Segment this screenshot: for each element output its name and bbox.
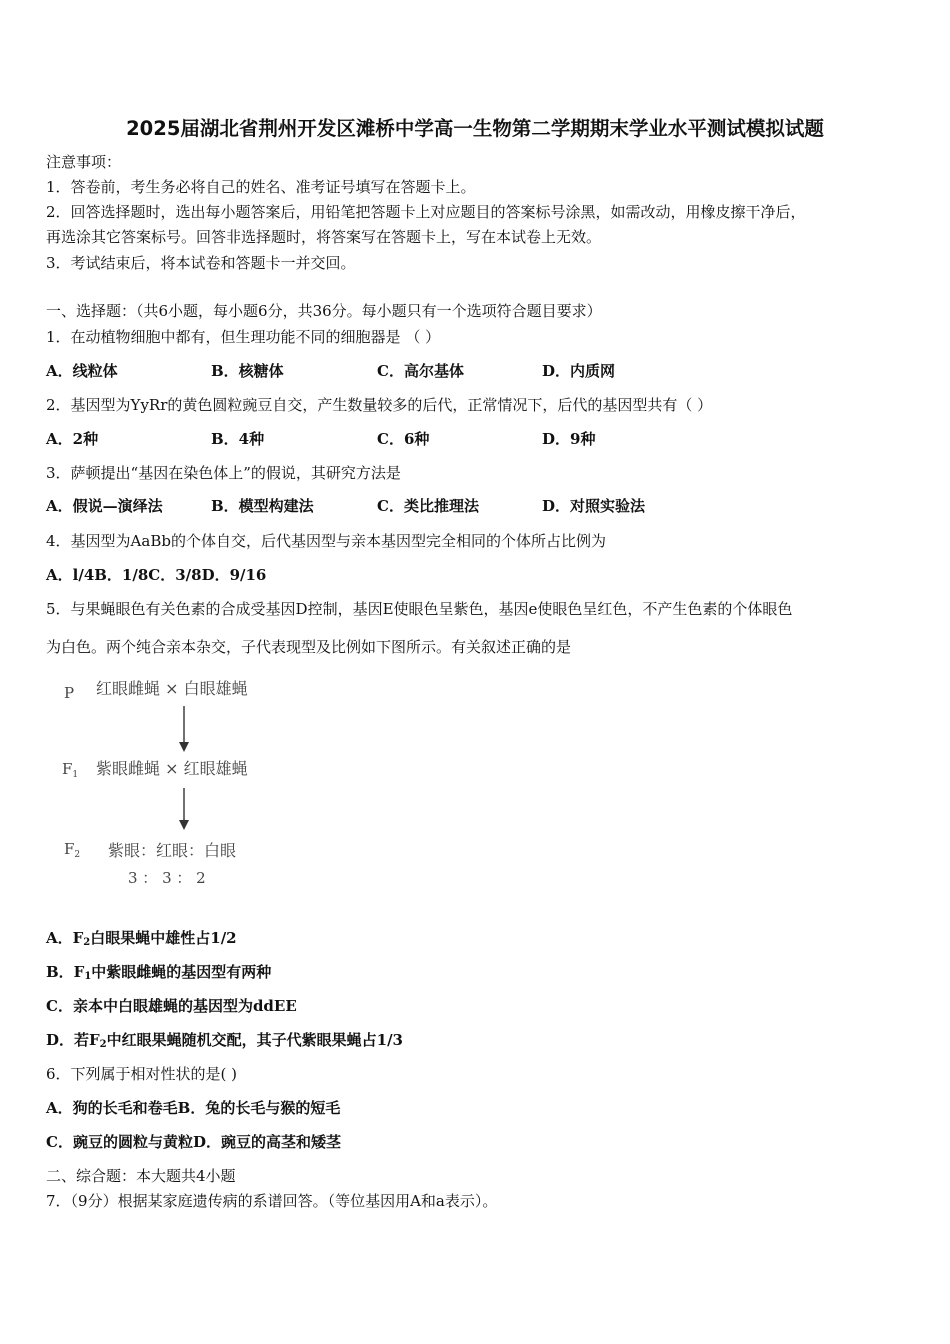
question-2-option-d: D．9种 <box>542 430 596 448</box>
section-heading-choice: 一、选择题：（共6小题，每小题6分，共36分。每小题只有一个选项符合题目要求） <box>46 302 602 320</box>
question-6-options: A．狗的长毛和卷毛B．兔的长毛与猴的短毛 <box>46 1099 341 1117</box>
question-1-option-c: C．高尔基体 <box>377 362 464 380</box>
question-1-stem: 1．在动植物细胞中都有，但生理功能不同的细胞器是 （ ） <box>46 328 441 346</box>
question-5-option-d: D．若$F_2$中红眼果蝇随机交配，其子代紫眼果蝇占1/3 <box>46 1031 403 1050</box>
question-5-stem: 为白色。两个纯合亲本杂交，子代表现型及比例如下图所示。有关叙述正确的是 <box>46 638 572 656</box>
question-3-option-a: A．假说—演绎法 <box>46 497 163 515</box>
question-5-stem: 5．与果蝇眼色有关色素的合成受基因D控制，基因E使眼色呈紫色，基因e使眼色呈红色，不产生色素的个体眼色 <box>46 600 793 618</box>
arrow-head-icon <box>179 742 189 752</box>
notice-heading: 注意事项： <box>46 153 122 171</box>
generation-f1-label: $F_1$ <box>62 760 79 780</box>
question-2-stem: 2．基因型为YyRr的黄色圆粒豌豆自交，产生数量较多的后代，正常情况下，后代的基因型共有（ ） <box>46 396 713 414</box>
question-2-option-c: C．6种 <box>377 430 430 448</box>
section-heading-comprehensive: 二、综合题：本大题共4小题 <box>46 1167 236 1185</box>
question-5-option-c: C．亲本中白眼雄蝇的基因型为ddEE <box>46 997 297 1015</box>
f2-ratio: 3 ： 3 ： 2 <box>128 869 206 887</box>
question-4-options: A．l/4B．1/8C．3/8D．9/16 <box>46 566 267 584</box>
question-2-option-b: B．4种 <box>211 430 265 448</box>
question-7-stem: 7．（9分）根据某家庭遗传病的系谱回答。（等位基因用A和a表示）。 <box>46 1192 498 1210</box>
notice-item: 2．回答选择题时，选出每小题答案后，用铅笔把答题卡上对应题目的答案标号涂黑，如需改动，用橡皮擦干净后， <box>46 203 806 221</box>
f2-phenotypes: 紫眼：红眼：白眼 <box>108 841 237 860</box>
question-5-option-a: A．$F_2$白眼果蝇中雄性占1/2 <box>46 929 237 948</box>
notice-item: 3．考试结束后，将本试卷和答题卡一并交回。 <box>46 254 356 272</box>
parent-cross: 红眼雌蝇 × 白眼雄蝇 <box>96 679 248 698</box>
question-4-stem: 4．基因型为AaBb的个体自交，后代基因型与亲本基因型完全相同的个体所占比例为 <box>46 532 606 550</box>
question-6-options: C．豌豆的圆粒与黄粒D．豌豆的高茎和矮茎 <box>46 1133 341 1151</box>
f1-cross: 紫眼雌蝇 × 红眼雄蝇 <box>96 759 248 778</box>
question-1-option-a: A．线粒体 <box>46 362 118 380</box>
question-3-option-d: D．对照实验法 <box>542 497 646 515</box>
generation-f2-label: $F_2$ <box>64 840 81 860</box>
arrow-head-icon <box>179 820 189 830</box>
notice-item: 再选涂其它答案标号。回答非选择题时，将答案写在答题卡上，写在本试卷上无效。 <box>46 228 602 246</box>
question-3-option-b: B．模型构建法 <box>211 497 314 515</box>
cross-diagram <box>60 672 300 892</box>
question-3-stem: 3．萨顿提出“基因在染色体上”的假说，其研究方法是 <box>46 464 401 482</box>
notice-item: 1．答卷前，考生务必将自己的姓名、准考证号填写在答题卡上。 <box>46 178 476 196</box>
question-6-stem: 6．下列属于相对性状的是( ) <box>46 1065 238 1083</box>
question-2-option-a: A．2种 <box>46 430 99 448</box>
page-title: 2025届湖北省荆州开发区滩桥中学高一生物第二学期期末学业水平测试模拟试题 <box>126 117 824 140</box>
question-1-option-d: D．内质网 <box>542 362 616 380</box>
question-1-option-b: B．核糖体 <box>211 362 284 380</box>
generation-p-label: P <box>64 684 75 702</box>
question-3-option-c: C．类比推理法 <box>377 497 479 515</box>
question-5-option-b: B．$F_1$中紫眼雌蝇的基因型有两种 <box>46 963 272 982</box>
